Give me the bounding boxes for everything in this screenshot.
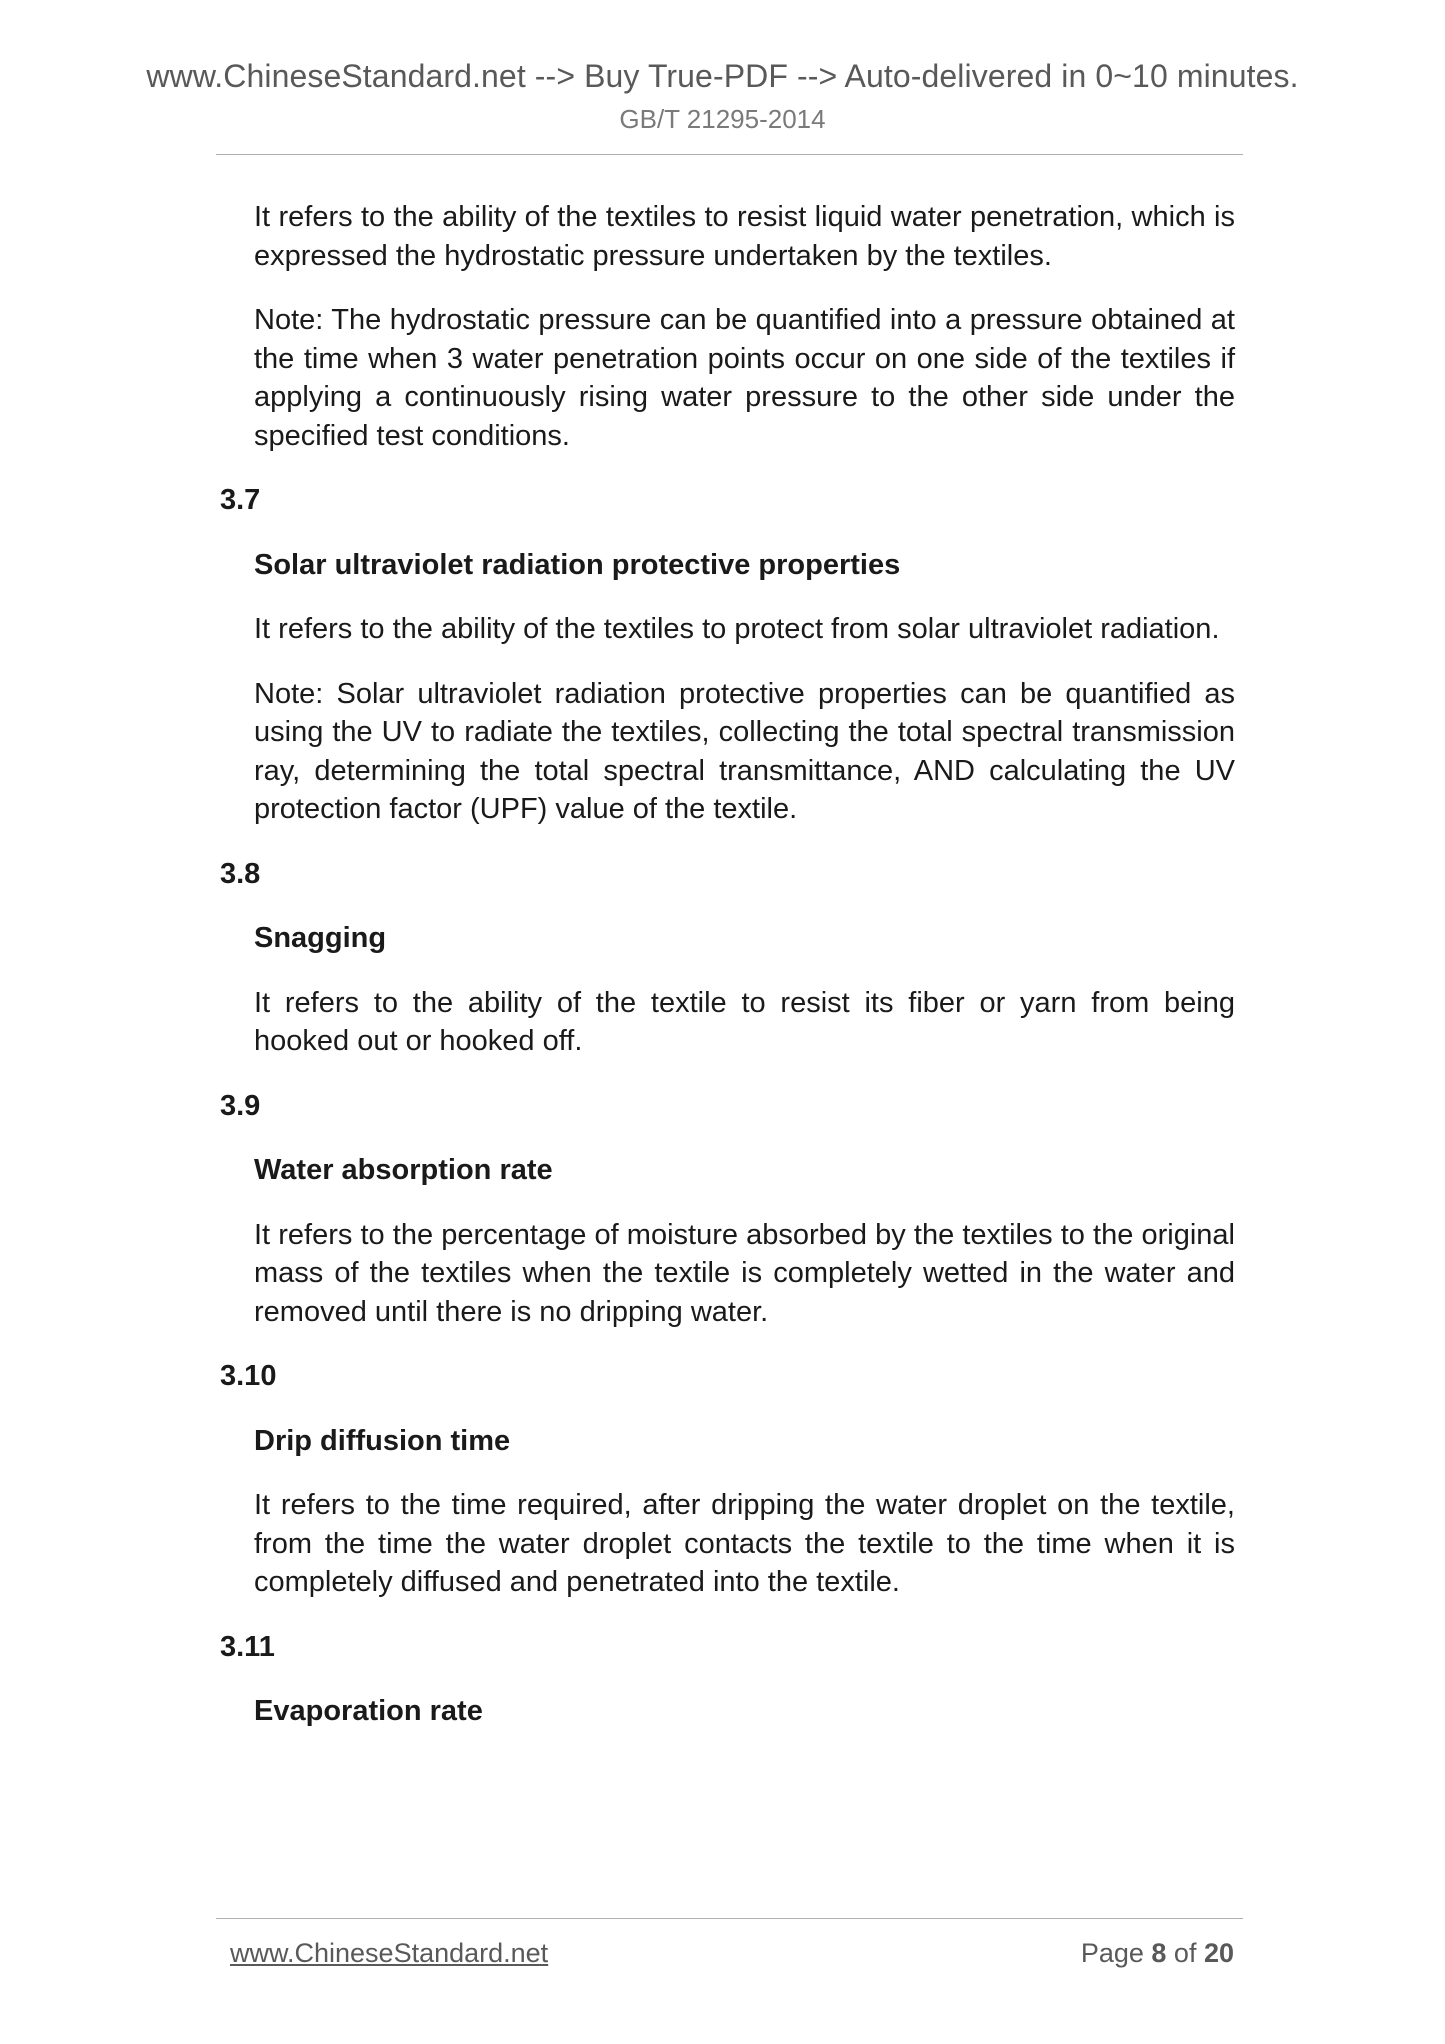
page-of-label: of (1166, 1938, 1204, 1968)
definition-paragraph: It refers to the ability of the textile to resist its fiber or yarn from being hooked out or hooked off. (254, 986, 1235, 1057)
page-body (0, 198, 1445, 1757)
clause-number: 3.11 (220, 1630, 275, 1663)
clause-number: 3.9 (220, 1089, 261, 1122)
clause-number: 3.7 (220, 484, 261, 516)
page-prefix: Page (1080, 1938, 1152, 1968)
definition-paragraph: It refers to the percentage of moisture absorbed by the textiles to the original mass of the textiles when the textile is completely wetted in the water and removed until there is no dripping water. (254, 1218, 1235, 1328)
header-divider (216, 154, 1243, 155)
header-banner: www.ChineseStandard.net --> Buy True-PDF --> Auto-delivered in 0~10 minutes. (146, 58, 1299, 94)
standard-number: GB/T 21295-2014 (619, 104, 826, 134)
page-indicator (1081, 1938, 1234, 1969)
total-pages-number: 20 (1203, 1938, 1234, 1968)
definition-paragraph: It refers to the ability of the textiles to protect from solar ultraviolet radiation. (254, 613, 1220, 645)
term-heading: Water absorption rate (254, 1154, 553, 1186)
term-heading: Snagging (254, 922, 387, 954)
clause-number: 3.8 (220, 857, 261, 890)
term-heading: Solar ultraviolet radiation protective properties (254, 548, 901, 581)
note-paragraph: Note: The hydrostatic pressure can be quantified into a pressure obtained at the time when 3 water penetration points occur on one side of the textiles if applying a continuously rising water pressure to the other side under the specified test conditions. (254, 304, 1235, 452)
definition-paragraph: It refers to the ability of the textiles to resist liquid water penetration, which is expressed the hydrostatic pressure undertaken by the textiles. (254, 201, 1235, 272)
definition-paragraph: It refers to the time required, after dripping the water droplet on the textile, from the time the water droplet contacts the textile to the time when it is completely diffused and penetrated into the textile. (254, 1489, 1235, 1598)
term-heading: Drip diffusion time (254, 1424, 511, 1457)
clause-number: 3.10 (220, 1360, 277, 1392)
note-paragraph: Note: Solar ultraviolet radiation protective properties can be quantified as using the UV to radiate the textiles, collecting the total spectral transmission ray, determining the total spectral transmittance, AND calculating the UV protection factor (UPF) value of the textile. (254, 677, 1235, 825)
term-heading: Evaporation rate (254, 1695, 483, 1727)
footer-website-link[interactable]: www.ChineseStandard.net (230, 1938, 549, 1968)
current-page-number: 8 (1151, 1938, 1167, 1968)
footer-divider (216, 1918, 1243, 1919)
